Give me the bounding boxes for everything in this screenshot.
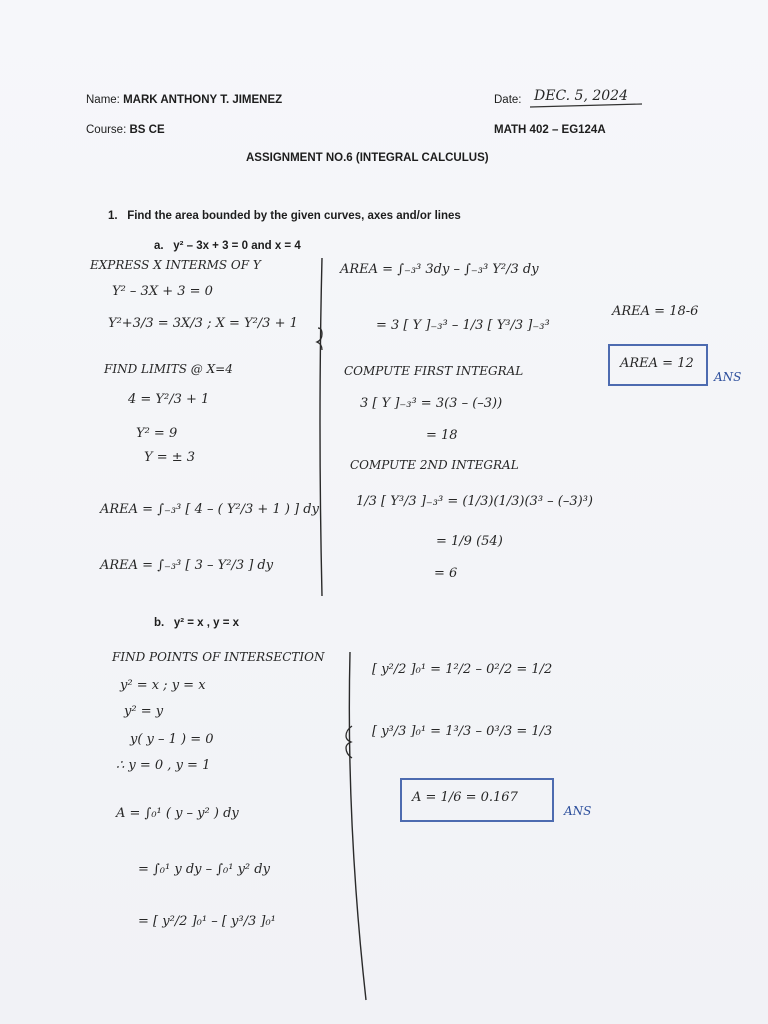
work-a-step: Y = ± 3	[144, 450, 196, 465]
work-a-step: Y² = 9	[136, 426, 178, 441]
date-value: DEC. 5, 2024	[534, 88, 628, 104]
answer-b: A = 1/6 = 0.167	[412, 790, 518, 805]
work-a-step: = 3 [ Y ]₋₃³ – 1/3 [ Y³/3 ]₋₃³	[376, 318, 550, 333]
work-a-step: EXPRESS X INTERMS OF Y	[90, 258, 261, 272]
work-a-step: = 18	[426, 428, 458, 443]
work-b-step: = [ y²/2 ]₀¹ – [ y³/3 ]₀¹	[138, 914, 276, 929]
work-b-step: A = ∫₀¹ ( y – y² ) dy	[116, 806, 239, 821]
subject-code: MATH 402 – EG124A	[494, 124, 606, 136]
work-a-step: COMPUTE FIRST INTEGRAL	[344, 364, 524, 378]
answer-tag-a: ANS	[714, 370, 742, 384]
problem-statement: 1. Find the area bounded by the given curves, axes and/or lines	[108, 210, 461, 222]
work-a-step: 3 [ Y ]₋₃³ = 3(3 – (–3))	[360, 396, 503, 411]
work-b-step: y( y – 1 ) = 0	[130, 732, 214, 747]
work-a-step: = 1/9 (54)	[436, 534, 503, 549]
work-a-step: AREA = ∫₋₃³ [ 4 – ( Y²/3 + 1 ) ] dy	[100, 502, 319, 517]
work-a-step: 1/3 [ Y³/3 ]₋₃³ = (1/3)(1/3)(3³ – (–3)³)	[356, 494, 593, 509]
brace-a	[317, 328, 322, 350]
work-a-step: 4 = Y²/3 + 1	[128, 392, 210, 407]
work-b-step: [ y³/3 ]₀¹ = 1³/3 – 0³/3 = 1/3	[372, 724, 553, 739]
student-name: MARK ANTHONY T. JIMENEZ	[123, 94, 283, 106]
divider-line-b	[349, 652, 366, 1000]
course-field: Course: BS CE	[86, 124, 165, 136]
work-b-step: y² = y	[124, 704, 164, 719]
course-value: BS CE	[129, 124, 165, 136]
answer-tag-b: ANS	[564, 804, 592, 818]
work-a-step: Y²+3/3 = 3X/3 ; X = Y²/3 + 1	[108, 316, 298, 331]
work-b-step: [ y²/2 ]₀¹ = 1²/2 – 0²/2 = 1/2	[372, 662, 553, 677]
area-subtraction: AREA = 18-6	[612, 304, 699, 319]
work-a-step: AREA = ∫₋₃³ 3dy – ∫₋₃³ Y²/3 dy	[340, 262, 539, 277]
work-b-step: ∴ y = 0 , y = 1	[116, 758, 211, 773]
part-a-heading: a. y² – 3x + 3 = 0 and x = 4	[154, 240, 301, 252]
date-underline	[530, 104, 642, 107]
work-a-step: FIND LIMITS @ X=4	[104, 362, 233, 376]
assignment-title: ASSIGNMENT NO.6 (INTEGRAL CALCULUS)	[246, 152, 489, 164]
work-b-step: y² = x ; y = x	[120, 678, 206, 693]
part-b-heading: b. y² = x , y = x	[154, 617, 240, 629]
work-a-step: Y² – 3X + 3 = 0	[112, 284, 213, 299]
date-label: Date:	[494, 94, 522, 106]
work-b-step: FIND POINTS OF INTERSECTION	[112, 650, 325, 664]
answer-a: AREA = 12	[620, 356, 694, 371]
work-a-step: COMPUTE 2ND INTEGRAL	[350, 458, 519, 472]
work-a-step: = 6	[434, 566, 458, 581]
work-a-step: AREA = ∫₋₃³ [ 3 – Y²/3 ] dy	[100, 558, 274, 573]
divider-line-a	[320, 258, 322, 596]
work-b-step: = ∫₀¹ y dy – ∫₀¹ y² dy	[138, 862, 270, 877]
name-field: Name: MARK ANTHONY T. JIMENEZ	[86, 94, 283, 106]
